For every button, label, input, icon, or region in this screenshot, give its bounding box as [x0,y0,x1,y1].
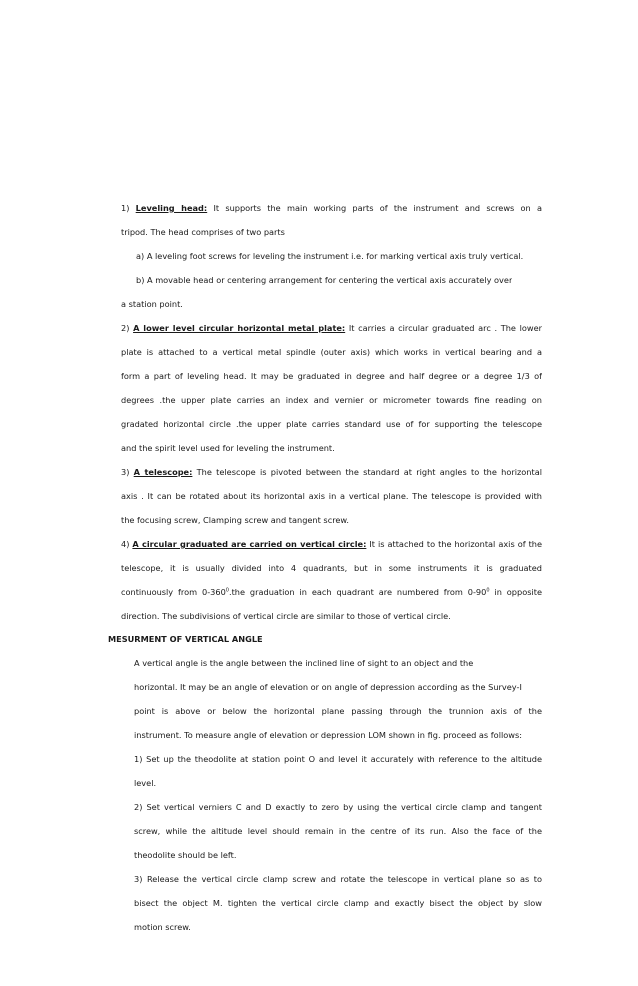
item2-line1 [121,323,542,333]
item1-line2: tripod. The head comprises of two parts [121,227,285,237]
item1-line-after: a station point. [121,299,183,309]
item1-sub-a: a) A leveling foot screws for leveling the instrument i.e. for marking vertical axis truly vertical. [136,251,524,261]
item2-line4: degrees .the upper plate carries an index and vernier or micrometer towards fine reading on [121,395,542,405]
item2-number: 2) [121,323,130,333]
section-line3: point is above or below the horizontal plane passing through the trunnion axis of the [134,706,542,716]
item2-text: It carries a circular graduated arc . The lower [348,323,542,333]
item1-text: It supports the main working parts of the instrument and screws on a [213,203,542,213]
item1-number: 1) [121,203,130,213]
item2-line5: gradated horizontal circle .the upper plate carries standard use of for supporting the telescope [121,419,542,429]
item3-title: A telescope: [133,467,193,477]
section-line12: motion screw. [134,922,191,932]
section-line4: instrument. To measure angle of elevation or depression LOM shown in fig. proceed as follows: [134,730,522,740]
section-line2: horizontal. It may be an angle of elevation or on angle of depression according as the Survey-I [134,682,522,692]
section-heading: MESURMENT OF VERTICAL ANGLE [108,634,263,644]
item4-number: 4) [121,539,130,549]
item4-text: It is attached to the horizontal axis of the [369,539,542,549]
item1-line1 [121,203,542,213]
item4-line3-part-a: continuously from 0-360 [121,587,226,597]
item2-title: A lower level circular horizontal metal plate: [133,323,346,333]
section-line5: 1) Set up the theodolite at station point O and level it accurately with reference to the altitude [134,754,542,764]
degree-sup-1: 0 [225,587,229,594]
section-line1: A vertical angle is the angle between the inclined line of sight to an object and the [134,658,474,668]
degree-sup-2: 0 [486,587,490,594]
item2-line2: plate is attached to a vertical metal spindle (outer axis) which works in vertical bearing and a [121,347,542,357]
item4-line3-part-c: in opposite [489,587,542,597]
item3-line2: axis . It can be rotated about its horizontal axis in a vertical plane. The telescope is provided with [121,491,542,501]
item3-line3: the focusing screw, Clamping screw and tangent screw. [121,515,349,525]
item4-line4: direction. The subdivisions of vertical circle are similar to those of vertical circle. [121,611,451,621]
item3-number: 3) [121,467,130,477]
item4-line3-part-b: .the graduation in each quadrant are numbered from 0-90 [228,587,487,597]
item4-line2: telescope, it is usually divided into 4 quadrants, but in some instruments it is graduated [121,563,542,573]
section-line9: theodolite should be left. [134,850,237,860]
item3-text: The telescope is pivoted between the standard at right angles to the horizontal [196,467,542,477]
section-line8: screw, while the altitude level should remain in the centre of its run. Also the face of the [134,826,542,836]
item4-line1 [121,539,542,549]
item3-line1 [121,467,542,477]
item4-title: A circular graduated are carried on vertical circle: [132,539,367,549]
section-line11: bisect the object M. tighten the vertical circle clamp and exactly bisect the object by slow [134,898,542,908]
item4-line3 [121,587,542,597]
item2-line3: form a part of leveling head. It may be graduated in degree and half degree or a degree 1/3 of [121,371,542,381]
item1-title: Leveling head: [135,203,208,213]
item2-line6: and the spirit level used for leveling the instrument. [121,443,335,453]
item1-sub-b: b) A movable head or centering arrangement for centering the vertical axis accurately over [136,275,513,285]
section-line6: level. [134,778,157,788]
section-line10: 3) Release the vertical circle clamp screw and rotate the telescope in vertical plane so as to [134,874,542,884]
section-line7: 2) Set vertical verniers C and D exactly to zero by using the vertical circle clamp and tangent [134,802,542,812]
